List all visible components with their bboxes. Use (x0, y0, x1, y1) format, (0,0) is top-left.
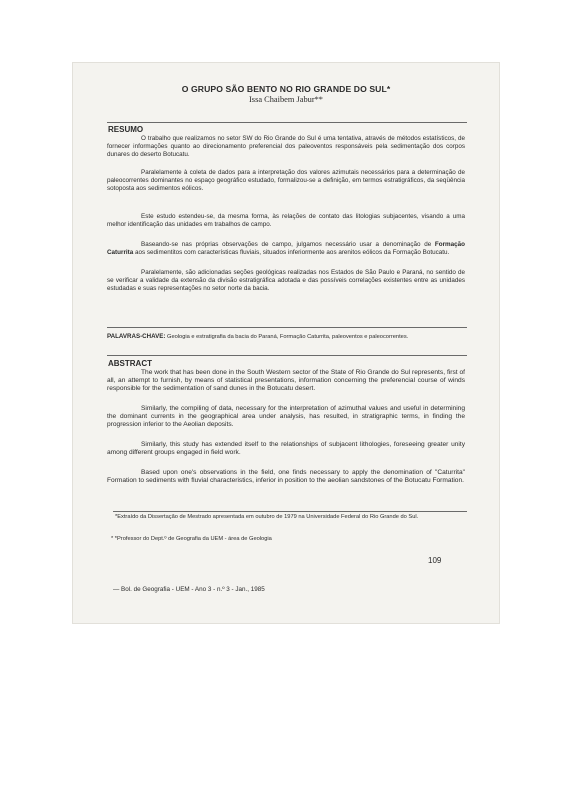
abstract-paragraph-1: The work that has been done in the South Western sector of the State of Rio Grande do Sul represents, first of all, an attempt to furnish, by means of statistical presentations, information concerning the preferencial course of winds responsible for the sedimentation of sand dunes in the Botucatu desert. (107, 369, 465, 393)
resumo-heading: RESUMO (108, 125, 144, 134)
abstract-paragraph-4: Based upon one's observations in the field, one finds necessary to apply the denomination of "Caturrita" Formation to sediments with fluvial characteristics, inferior in position to the aeolian sandstones of the Botucatu Formation. (107, 469, 465, 485)
keywords-line (107, 333, 465, 341)
keywords-top-rule (107, 327, 467, 328)
page-number: 109 (428, 556, 442, 565)
keywords-label: PALAVRAS-CHAVE: (107, 333, 166, 340)
abstract-top-rule (107, 355, 467, 356)
resumo-top-rule (107, 122, 467, 123)
keywords-text: Geologia e estratigrafia da bacia do Paraná, Formação Caturrita, paleoventos e paleocorrentes. (165, 334, 409, 340)
resumo-paragraph-2: Paralelamente à coleta de dados para a interpretação dos valores azimutais necessários para a determinação de paleocorrentes dominantes no espaço geográfico estudado, formalizou-se a definição, em termos estratigráficos, da seqüência sotoposta aos sedimentos eólicos. (107, 169, 465, 192)
footnote-1: *Extraído da Dissertação de Mestrado apresentada em outubro de 1979 na Universidade Federal do Rio Grande do Sul. (115, 514, 419, 520)
abstract-paragraph-3: Similarly, this study has extended itself to the relationships of subjacent lithologies, foreseeing greater unity among different groups engaged in field work. (107, 441, 465, 457)
resumo-p4-text-start: Baseando-se nas próprias observações de campo, julgamos necessário usar a denominação de (141, 241, 435, 248)
resumo-paragraph-3: Este estudo estendeu-se, da mesma forma, às relações de contato das litologias subjacentes, visando a uma melhor identificação das unidades em trabalhos de campo. (107, 213, 465, 228)
abstract-heading: ABSTRACT (108, 359, 152, 368)
footnote-rule (113, 511, 467, 512)
article-title: O GRUPO SÃO BENTO NO RIO GRANDE DO SUL* (181, 84, 391, 94)
journal-page (72, 62, 500, 624)
article-author: Issa Chaibem Jabur** (249, 95, 323, 104)
resumo-paragraph-1: O trabalho que realizamos no setor SW do Rio Grande do Sul é uma tentativa, através de métodos estatísticos, de fornecer informações quanto ao direcionamento preferencial dos paleoventos responsáveis pela sedimentação dos corpos dunares do deserto Botucatu. (107, 135, 465, 158)
abstract-paragraph-2: Similarly, the compiling of data, necessary for the interpretation of azimuthal values and useful in determining the dominant currents in the geographical area under analysis, has resulted, in stratigraphic terms, in finding the progression inferior to the Aeolian deposits. (107, 405, 465, 429)
resumo-paragraph-5: Paralelamente, são adicionadas seções geológicas realizadas nos Estados de São Paulo e Paraná, no sentido de se verificar a validade da extensão da divisão estratigráfica adotada e das possíveis correlações existentes entre as unidades estudadas e suas representações no setor norte da bacia. (107, 269, 465, 292)
journal-citation: — Bol. de Geografia - UEM - Ano 3 - n.º 3 - Jan., 1985 (113, 586, 265, 593)
formacao-caturrita-term: Formação Caturrita (107, 241, 465, 256)
footnote-2: * *Professor do Dept.º de Geografia da UEM - área de Geologia (111, 536, 272, 542)
resumo-p4-text-end: aos sedimentitos com características fluviais, situados inferiormente aos arenitos eólicos da Formação Botucatu. (133, 248, 450, 256)
resumo-paragraph-4 (107, 241, 465, 257)
